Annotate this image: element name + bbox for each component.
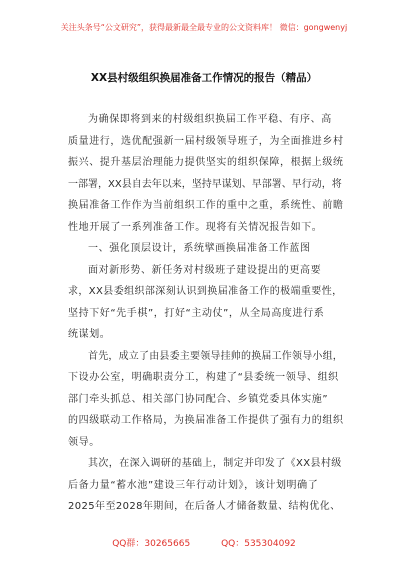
body-line: 质量进行，选优配强新一届村级领导班子，为全面推进乡村: [68, 135, 344, 147]
body-line: 性地开展了一系列准备工作。现将有关情况报告如下。: [68, 221, 323, 233]
footer-qq: QQ：535304092: [221, 539, 296, 549]
body-line: 其次，在深入调研的基础上，制定并印发了《XX县村级: [88, 458, 342, 469]
body-line: 部门牵头抓总、相关部门协同配合、乡镇党委具体实施”: [68, 393, 329, 405]
body-line: 的四级联动工作格局，为换届准备工作提供了强有力的组织: [68, 415, 344, 426]
body-line: 领导。: [68, 436, 100, 448]
footer-contact: [0, 536, 408, 549]
document-title: XX县村级组织换届准备工作情况的报告（精品）: [90, 72, 318, 84]
body-line: 后备力量“蓄水池”建设三年行动计划》，该计划明确了: [68, 479, 319, 491]
body-line: 面对新形势、新任务对村级班子建设提出的更高要: [88, 264, 322, 276]
body-line: 统谋划。: [68, 329, 111, 340]
body-line: 振兴、提升基层治理能力提供坚实的组织保障，根据上级统: [68, 157, 344, 168]
body-line: 坚持下好“先手棋”，打好“主动仗”，从全局高度进行系: [68, 307, 325, 319]
body-line: 求，XX县委组织部深刻认识到换届准备工作的极端重要性，: [68, 286, 343, 297]
body-line: 2025年至2028年期间，在后备人才储备数量、结构优化、: [68, 501, 341, 512]
footer-qq-group: QQ群：30265665: [112, 539, 191, 549]
header-banner: 关注头条号“公文研究”，获得最新最全最专业的公文资料库！ 微信：gongwenyj: [60, 23, 348, 32]
body-line: 首先，成立了由县委主要领导挂帅的换届工作领导小组，: [88, 350, 343, 362]
body-line: 一、强化顶层设计，系统擘画换届准备工作蓝图: [88, 243, 311, 254]
body-line: 下设办公室，明确职责分工，构建了“县委统一领导、组织: [68, 372, 339, 383]
body-line: 为确保即将到来的村级组织换届工作平稳、有序、高: [88, 114, 332, 125]
body-line: 一部署，XX县自去年以来，坚持早谋划、早部署、早行动，将: [68, 178, 342, 190]
body-line: 换届准备工作作为当前组织工作的重中之重，系统性、前瞻: [68, 200, 344, 211]
